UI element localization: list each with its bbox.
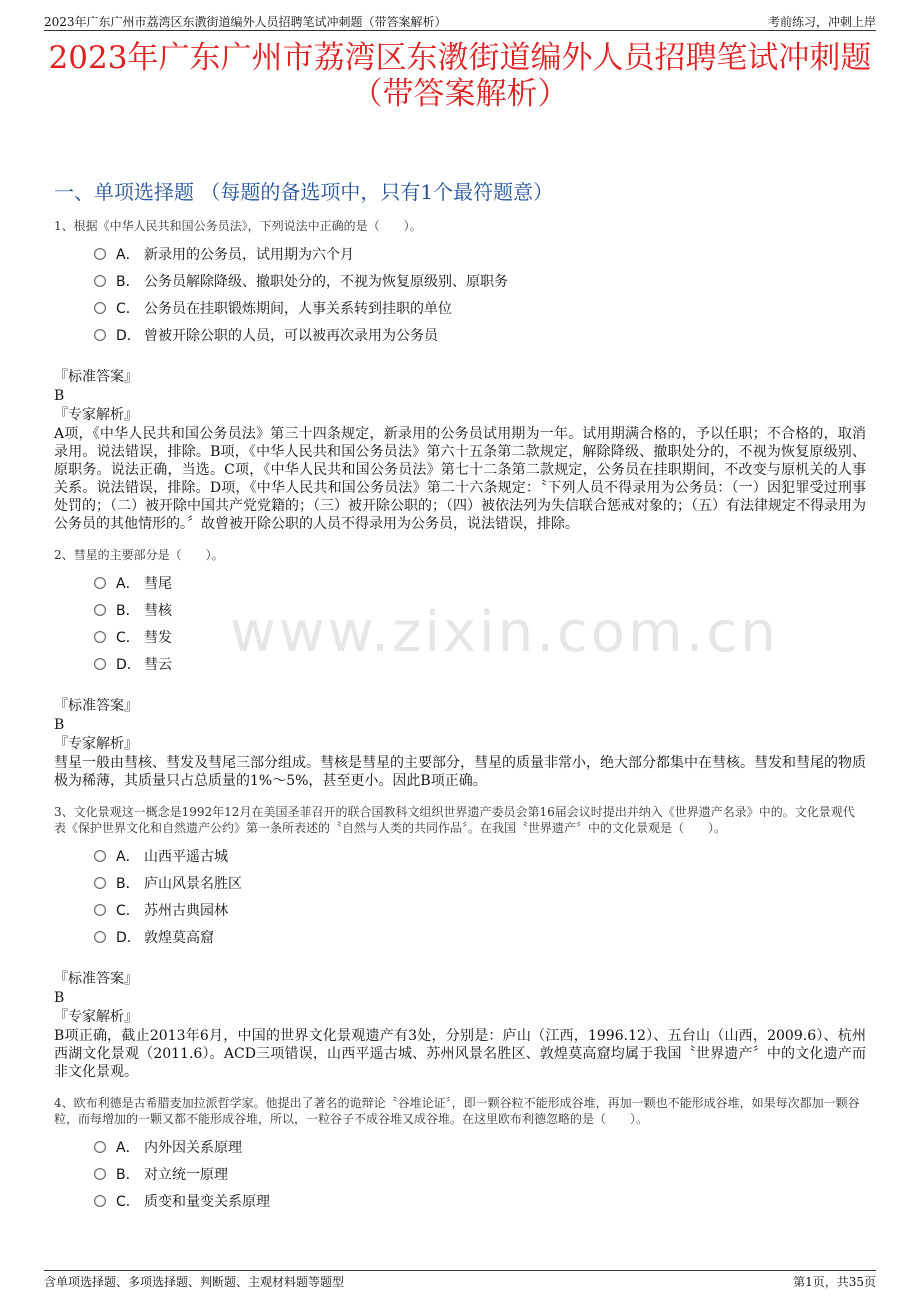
radio-icon[interactable]: [94, 931, 106, 943]
option-label: B．: [116, 875, 140, 892]
option-list: [94, 569, 866, 677]
option-text: 对立统一原理: [144, 1166, 228, 1183]
option-c[interactable]: [94, 623, 866, 650]
radio-icon[interactable]: [94, 877, 106, 889]
option-a[interactable]: [94, 1133, 866, 1160]
option-b[interactable]: [94, 267, 866, 294]
answer-heading: 『标准答案』: [54, 698, 138, 714]
question-list: [54, 218, 866, 1228]
title-line-1: 2023年广东广州市荔湾区东漖街道编外人员招聘笔试冲刺题: [48, 40, 872, 76]
option-d[interactable]: [94, 321, 866, 348]
option-b[interactable]: [94, 869, 866, 896]
answer-heading: 『标准答案』: [54, 369, 138, 385]
page-header: [44, 10, 876, 31]
option-label: C．: [116, 629, 140, 646]
option-a[interactable]: [94, 569, 866, 596]
option-text: 彗云: [144, 656, 172, 673]
option-d[interactable]: [94, 650, 866, 677]
option-text: 庐山风景名胜区: [144, 875, 242, 892]
radio-icon[interactable]: [94, 1168, 106, 1180]
option-label: B．: [116, 273, 140, 290]
option-c[interactable]: [94, 896, 866, 923]
option-label: A．: [116, 848, 140, 865]
option-label: A．: [116, 1139, 140, 1156]
option-label: B．: [116, 1166, 140, 1183]
option-text: 山西平遥古城: [144, 848, 228, 865]
footer-note: 含单项选择题、多项选择题、判断题、主观材料题等题型: [44, 1275, 345, 1289]
radio-icon[interactable]: [94, 329, 106, 341]
radio-icon[interactable]: [94, 1141, 106, 1153]
question-stem: 2、彗星的主要部分是（ ）。: [54, 548, 224, 562]
option-c[interactable]: [94, 1187, 866, 1214]
question-stem: 1、根据《中华人民共和国公务员法》，下列说法中正确的是（ ）。: [54, 219, 422, 233]
option-text: 公务员解除降级、撤职处分的，不视为恢复原级别、原职务: [144, 273, 508, 290]
answer-heading: 『标准答案』: [54, 971, 138, 987]
option-b[interactable]: [94, 596, 866, 623]
option-text: 内外因关系原理: [144, 1139, 242, 1156]
page-footer: [44, 1270, 876, 1293]
option-list: [94, 1133, 866, 1214]
radio-icon[interactable]: [94, 631, 106, 643]
title-line-2: （带答案解析）: [351, 76, 569, 112]
option-label: D．: [116, 929, 141, 946]
option-c[interactable]: [94, 294, 866, 321]
question-2: [54, 547, 866, 790]
answer-block: [54, 697, 866, 754]
option-text: 苏州古典园林: [144, 902, 228, 919]
header-doc-title: 2023年广东广州市荔湾区东漖街道编外人员招聘笔试冲刺题（带答案解析）: [44, 15, 447, 29]
header-slogan: 考前练习，冲刺上岸: [767, 15, 876, 29]
analysis-text: B项正确，截止2013年6月，中国的世界文化景观遗产有3处，分别是：庐山（江西，1996.12）、五台山（山西，2009.6）、杭州西湖文化景观（2011.6）。ACD三项错误，山西平遥古城、苏州风景名胜区、敦煌莫高窟均属于我国〝世界遗产〞中的文化遗产而非文化景观。: [54, 1028, 866, 1080]
radio-icon[interactable]: [94, 577, 106, 589]
analysis-heading: 『专家解析』: [54, 407, 138, 423]
document-title: [40, 40, 880, 112]
section-title: 一、单项选择题 （每题的备选项中，只有1个最符题意）: [54, 180, 554, 204]
answer-value: B: [54, 990, 65, 1006]
option-text: 彗发: [144, 629, 172, 646]
option-label: D．: [116, 327, 141, 344]
analysis-text: 彗星一般由彗核、彗发及彗尾三部分组成。彗核是彗星的主要部分，彗星的质量非常小，绝大部分都集中在彗核。彗发和彗尾的物质极为稀薄，其质量只占总质量的1%～5%，甚至更小。因此B项正确。: [54, 755, 866, 789]
radio-icon[interactable]: [94, 604, 106, 616]
radio-icon[interactable]: [94, 1195, 106, 1207]
option-text: 质变和量变关系原理: [144, 1193, 270, 1210]
radio-icon[interactable]: [94, 275, 106, 287]
option-text: 彗核: [144, 602, 172, 619]
option-label: D．: [116, 656, 141, 673]
question-1: [54, 218, 866, 533]
option-label: A．: [116, 575, 140, 592]
question-3: [54, 804, 866, 1081]
page-number: 第1页，共35页: [793, 1275, 876, 1289]
option-b[interactable]: [94, 1160, 866, 1187]
option-list: [94, 842, 866, 950]
question-stem: 4、欧布利德是古希腊麦加拉派哲学家。他提出了著名的诡辩论〝谷堆论证〞，即一颗谷粒不能形成谷堆，再加一颗也不能形成谷堆，如果每次都加一颗谷粒，而每增加的一颗又都不能形成谷堆，所以，一粒谷子不成谷堆又成谷堆。在这里欧布利德忽略的是（ ）。: [54, 1096, 860, 1126]
question-stem: 3、文化景观这一概念是1992年12月在美国圣菲召开的联合国教科文组织世界遗产委员会第16届会议时提出并纳入《世界遗产名录》中的。文化景观代表《保护世界文化和自然遗产公约》第一条所表述的〝自然与人类的共同作品〞。在我国〝世界遗产〞中的文化景观是（ ）。: [54, 805, 855, 835]
option-label: A．: [116, 246, 140, 263]
option-label: C．: [116, 300, 140, 317]
answer-block: [54, 970, 866, 1027]
option-a[interactable]: [94, 842, 866, 869]
radio-icon[interactable]: [94, 850, 106, 862]
question-4: [54, 1095, 866, 1214]
option-label: B．: [116, 602, 140, 619]
option-text: 公务员在挂职锻炼期间，人事关系转到挂职的单位: [144, 300, 452, 317]
option-a[interactable]: [94, 240, 866, 267]
analysis-heading: 『专家解析』: [54, 736, 138, 752]
radio-icon[interactable]: [94, 248, 106, 260]
option-d[interactable]: [94, 923, 866, 950]
radio-icon[interactable]: [94, 658, 106, 670]
answer-value: B: [54, 717, 65, 733]
analysis-text: A项，《中华人民共和国公务员法》第三十四条规定，新录用的公务员试用期为一年。试用期满合格的，予以任职；不合格的，取消录用。说法错误，排除。B项，《中华人民共和国公务员法》第六十五条第二款规定，解除降级、撤职处分的，不视为恢复原级别、原职务。说法正确，当选。C项，《中华人民共和国公务员法》第七十二条第二款规定，公务员在挂职期间，不改变与原机关的人事关系。说法错误，排除。D项，《中华人民共和国公务员法》第二十六条规定：〝下列人员不得录用为公务员：（一）因犯罪受过刑事处罚的；（二）被开除中国共产党党籍的；（三）被开除公职的；（四）被依法列为失信联合惩戒对象的；（五）有法律规定不得录用为公务员的其他情形的。〞故曾被开除公职的人员不得录用为公务员，说法错误，排除。: [54, 426, 866, 532]
option-label: C．: [116, 902, 140, 919]
answer-value: B: [54, 388, 65, 404]
analysis-heading: 『专家解析』: [54, 1009, 138, 1025]
option-text: 曾被开除公职的人员，可以被再次录用为公务员: [144, 327, 438, 344]
option-text: 彗尾: [144, 575, 172, 592]
option-list: [94, 240, 866, 348]
answer-block: [54, 368, 866, 425]
watermark: www.zixin.com.cn: [230, 600, 779, 665]
radio-icon[interactable]: [94, 302, 106, 314]
option-label: C．: [116, 1193, 140, 1210]
option-text: 敦煌莫高窟: [144, 929, 214, 946]
radio-icon[interactable]: [94, 904, 106, 916]
option-text: 新录用的公务员，试用期为六个月: [144, 246, 354, 263]
